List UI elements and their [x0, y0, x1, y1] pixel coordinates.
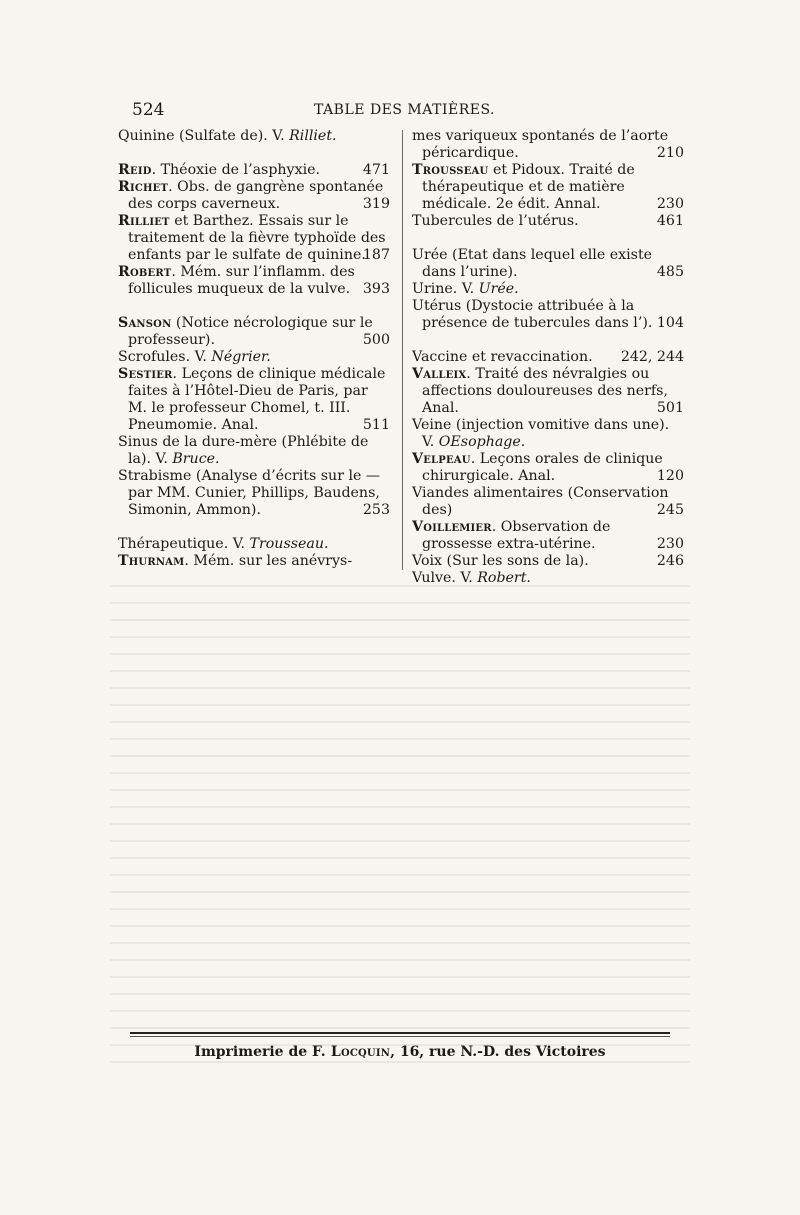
imprint-address: , 16, rue N.-D. des Victoires — [390, 1044, 606, 1060]
index-entry — [412, 553, 684, 570]
index-entry — [118, 264, 390, 298]
entry-author: Trousseau — [412, 162, 489, 178]
printer-imprint — [0, 1044, 800, 1060]
index-entry — [412, 162, 684, 213]
footer-rule-thick — [130, 1032, 670, 1034]
index-entry — [118, 179, 390, 213]
page-reference: 230 — [656, 196, 684, 212]
footer-rule-thin — [130, 1036, 670, 1037]
imprint-prefix: Imprimerie de — [194, 1044, 313, 1060]
page-reference: 511 — [362, 417, 390, 433]
entry-text: et Barthez. Essais sur le traitement de la fièvre typhoïde des enfants par le sulfate de quinine. — [128, 213, 386, 263]
index-entry — [412, 570, 684, 587]
index-entry — [118, 468, 390, 519]
entry-crossref: Bruce. — [172, 451, 220, 467]
entry-author: Velpeau — [412, 451, 471, 467]
page-reference: 500 — [362, 332, 390, 348]
entry-crossref: Négrier. — [211, 349, 271, 365]
running-title: TABLE DES MATIÈRES. — [314, 102, 495, 118]
entry-text: Vulve. V. — [412, 570, 478, 586]
entry-crossref: OEsophage. — [438, 434, 526, 450]
entry-author: Sestier — [118, 366, 173, 382]
entry-text: . Théoxie de l’asphyxie. — [151, 162, 321, 178]
index-entry — [412, 298, 684, 332]
entry-crossref: Trousseau. — [249, 536, 329, 552]
entry-text: mes variqueux spontanés de l’aorte péricardique. — [412, 128, 669, 161]
entry-text: et Pidoux. Traité de thérapeutique et de matière médicale. 2e édit. Annal. — [422, 162, 635, 212]
index-entry — [412, 451, 684, 485]
index-entry — [118, 553, 390, 570]
entry-text: Scrofules. V. — [118, 349, 212, 365]
index-entry — [412, 247, 684, 281]
index-entry — [412, 213, 684, 230]
index-entry — [118, 349, 390, 366]
index-column-left — [118, 128, 390, 570]
entry-text: Thérapeutique. V. — [118, 536, 250, 552]
page-reference: 104 — [656, 315, 684, 331]
index-entry — [118, 162, 390, 179]
entry-gap — [118, 145, 390, 162]
entry-text: . Leçons de clinique médicale faites à l’Hôtel-Dieu de Paris, par M. le professeur Chomel, t. III. Pneumomie. Anal. — [128, 366, 386, 433]
entry-author: Thurnam — [118, 553, 185, 569]
page-reference: 485 — [656, 264, 684, 280]
index-entry — [118, 434, 390, 468]
entry-author: Reid — [118, 162, 152, 178]
entry-author: Rilliet — [118, 213, 170, 229]
entry-text: Tubercules de l’utérus. — [412, 213, 579, 229]
page-reference: 501 — [656, 400, 684, 416]
entry-gap — [118, 298, 390, 315]
entry-author: Sanson — [118, 315, 172, 331]
index-entry — [412, 519, 684, 553]
index-entry — [118, 315, 390, 349]
column-divider — [402, 130, 403, 570]
page-reference: 242, 244 — [620, 349, 684, 365]
entry-text: Urée (Etat dans lequel elle existe dans l’urine). — [412, 247, 653, 280]
entry-text: . Leçons orales de clinique chirurgicale. Anal. — [422, 451, 663, 484]
index-entry — [412, 485, 684, 519]
entry-text: Viandes alimentaires (Conservation des) — [412, 485, 669, 518]
entry-text: Veine (injection vomitive dans une). V. — [412, 417, 670, 450]
page-number: 524 — [132, 100, 165, 120]
entry-text: . Traité des névralgies ou affections douloureuses des nerfs, Anal. — [422, 366, 668, 416]
entry-author: Robert — [118, 264, 172, 280]
page-reference: 245 — [656, 502, 684, 518]
index-column-right — [412, 128, 684, 587]
index-entry — [118, 128, 390, 145]
index-entry — [412, 349, 684, 366]
index-entry — [118, 213, 390, 264]
entry-crossref: Urée. — [478, 281, 519, 297]
entry-gap — [412, 230, 684, 247]
index-entry — [118, 366, 390, 434]
page-reference: 461 — [656, 213, 684, 229]
entry-text: Strabisme (Analyse d’écrits sur le — par MM. Cunier, Phillips, Baudens, Simonin, Ammon). — [118, 468, 381, 518]
entry-text: . Mém. sur l’inflamm. des follicules muqueux de la vulve. — [128, 264, 355, 297]
entry-text: Voix (Sur les sons de la). — [412, 553, 589, 569]
entry-gap — [118, 519, 390, 536]
page-reference: 210 — [656, 145, 684, 161]
entry-text: . Obs. de gangrène spontanée des corps caverneux. — [128, 179, 384, 212]
entry-author: Richet — [118, 179, 169, 195]
page-reference: 393 — [362, 281, 390, 297]
page-reference: 319 — [362, 196, 390, 212]
entry-crossref: Robert. — [477, 570, 531, 586]
entry-text: Urine. V. — [412, 281, 479, 297]
entry-text: Quinine (Sulfate de). V. — [118, 128, 290, 144]
entry-text: Sinus de la dure-mère (Phlébite de la). V. — [118, 434, 369, 467]
entry-text: Utérus (Dystocie attribuée à la présence de tubercules dans l’). — [412, 298, 653, 331]
entry-crossref: Rilliet. — [289, 128, 337, 144]
entry-text: . Mém. sur les anévrys- — [184, 553, 353, 569]
page-reference: 230 — [656, 536, 684, 552]
page-reference: 471 — [362, 162, 390, 178]
imprint-printer-name: F. Locquin — [312, 1044, 391, 1060]
entry-text: Vaccine et revaccination. — [412, 349, 593, 365]
index-entry — [412, 128, 684, 162]
entry-text: (Notice nécrologique sur le professeur). — [128, 315, 373, 348]
page-reference: 187 — [362, 247, 390, 263]
show-through-texture — [110, 575, 690, 1065]
index-entry — [412, 417, 684, 451]
index-entry — [412, 366, 684, 417]
index-entry — [118, 536, 390, 553]
page-reference: 253 — [362, 502, 390, 518]
page-reference: 246 — [656, 553, 684, 569]
page-header — [132, 100, 672, 124]
entry-gap — [412, 332, 684, 349]
page-reference: 120 — [656, 468, 684, 484]
index-entry — [412, 281, 684, 298]
entry-text: . Observation de grossesse extra-utérine. — [422, 519, 611, 552]
entry-author: Voillemier — [412, 519, 492, 535]
entry-author: Valleix — [412, 366, 467, 382]
